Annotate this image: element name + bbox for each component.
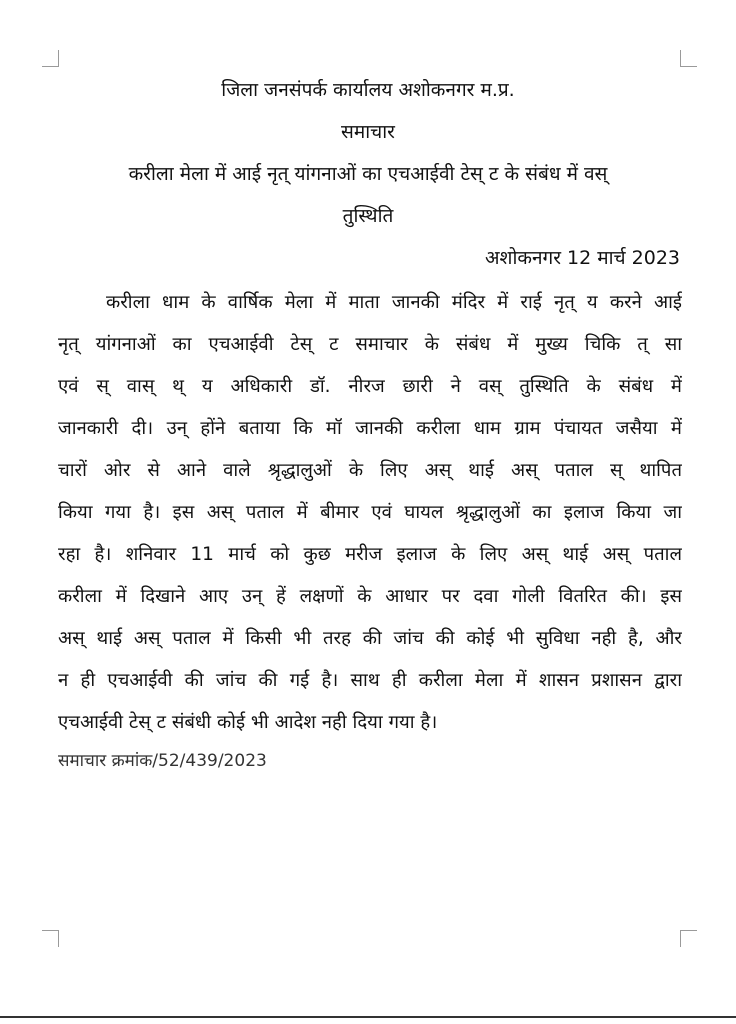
body-line: जानकारी दी। उन् होंने बताया कि मॉ जानकी करीला धाम ग्राम पंचायत जसैया में bbox=[58, 418, 682, 439]
dateline: अशोकनगर 12 मार्च 2023 bbox=[485, 247, 680, 269]
body-line: चारों ओर से आने वाले श्रृद्धालुओं के लिए अस् थाई अस् पताल स् थापित bbox=[58, 460, 682, 481]
crop-mark-bottom-left bbox=[42, 930, 59, 947]
body-line: एवं स् वास् थ् य अधिकारी डॉ. नीरज छारी ने वस् तुस्थिति के संबंध में bbox=[58, 376, 682, 397]
headline-line-1: करीला मेला में आई नृत् यांगनाओं का एचआईवी टेस् ट के संबंध में वस् bbox=[128, 163, 608, 185]
body-line: रहा है। शनिवार 11 मार्च को कुछ मरीज इलाज के लिए अस् थाई अस् पताल bbox=[58, 544, 682, 565]
body-line: करीला धाम के वार्षिक मेला में माता जानकी मंदिर में राई नृत् य करने आई bbox=[106, 292, 682, 313]
crop-mark-top-right bbox=[680, 50, 697, 67]
crop-mark-top-left bbox=[42, 50, 59, 67]
body-line: किया गया है। इस अस् पताल में बीमार एवं घायल श्रृद्धालुओं का इलाज किया जा bbox=[58, 502, 682, 523]
body-line: अस् थाई अस् पताल में किसी भी तरह की जांच की कोई भी सुविधा नही है, और bbox=[58, 628, 682, 649]
body-line: एचआईवी टेस् ट संबंधी कोई भी आदेश नही दिया गया है। bbox=[58, 712, 438, 733]
body-line: न ही एचआईवी की जांच की गई है। साथ ही करीला मेला में शासन प्रशासन द्वारा bbox=[58, 670, 682, 691]
headline-line-2: तुस्थिति bbox=[342, 205, 394, 227]
bottom-divider bbox=[0, 1016, 736, 1018]
body-line: करीला में दिखाने आए उन् हें लक्षणों के आधार पर दवा गोली वितरित की। इस bbox=[58, 586, 682, 607]
release-number: समाचार क्रमांक/52/439/2023 bbox=[58, 751, 267, 771]
document-type: समाचार bbox=[341, 121, 395, 143]
office-heading: जिला जनसंपर्क कार्यालय अशोकनगर म.प्र. bbox=[221, 79, 515, 101]
body-line: नृत् यांगनाओं का एचआईवी टेस् ट समाचार के संबंध में मुख्य चिकि त् सा bbox=[58, 334, 682, 355]
body-paragraph bbox=[58, 282, 682, 744]
crop-mark-bottom-right bbox=[680, 930, 697, 947]
